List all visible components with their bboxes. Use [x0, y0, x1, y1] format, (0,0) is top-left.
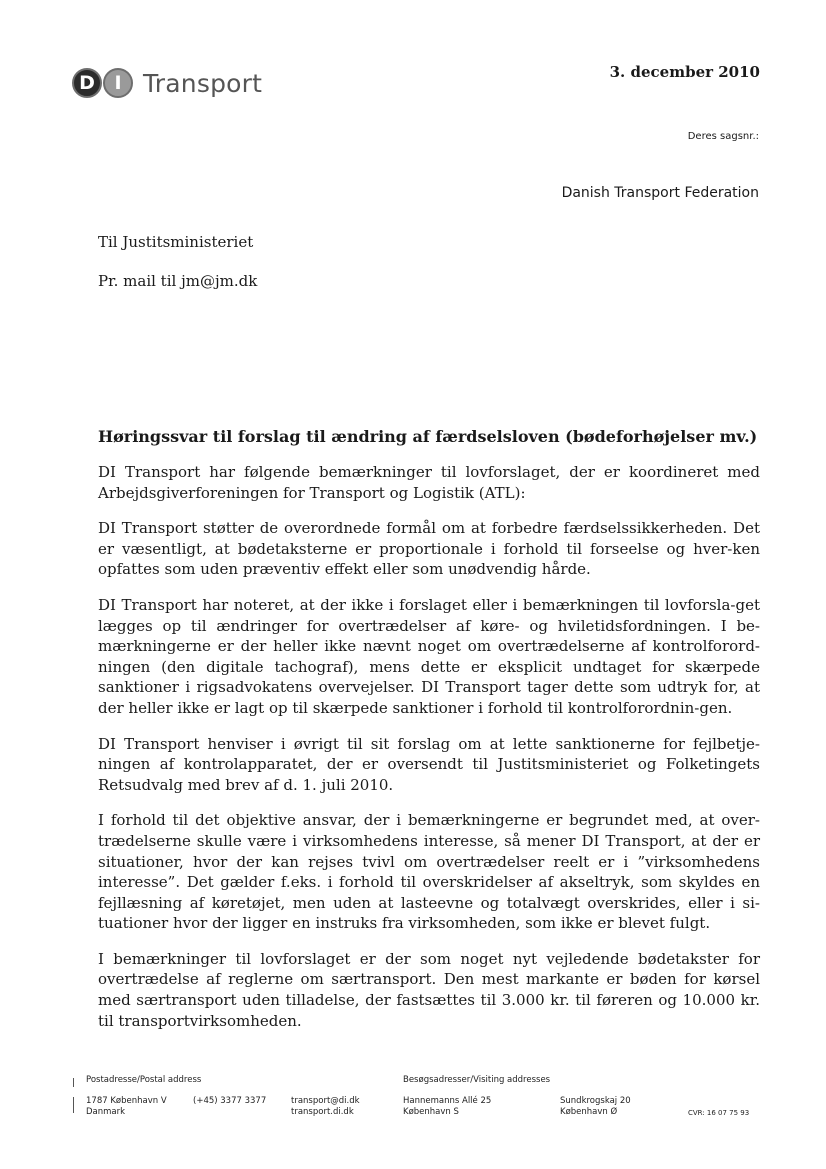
di-transport-logo: [72, 68, 262, 98]
email-address: transport@di.dk: [291, 1096, 360, 1106]
postal-country: Danmark: [86, 1107, 126, 1117]
phone-number: (+45) 3377 3377: [193, 1096, 267, 1106]
logo-letter-i: I: [103, 68, 133, 98]
body-paragraph: I bemærkninger til lovforslaget er der som noget nyt vejledende bødetakster for overtrædelse af reglerne om særtransport. Den mest markante er bøden for kørsel med særtransport uden tilladelse, der fastsættes til 3.000 kr. til føreren og 10.000 kr. til transportvirksomheden.: [98, 949, 760, 1030]
postal-address-label: Postadresse/Postal address: [86, 1075, 202, 1085]
letter-title: Høringssvar til forslag til ændring af færdselsloven (bødeforhøjelser mv.): [98, 427, 758, 446]
postal-address-line: 1787 København V: [86, 1096, 167, 1106]
body-paragraph: DI Transport henviser i øvrigt til sit forslag om at lette sanktionerne for fejlbetje-ningen af kontrolapparatet, der er oversendt til Justitsministeriet og Folketingets Retsudvalg med brev af d. 1. juli 2010.: [98, 734, 760, 794]
logo-wordmark: Transport: [143, 68, 263, 98]
letter-date: 3. december 2010: [609, 63, 760, 81]
visiting-address-label: Besøgsadresser/Visiting addresses: [403, 1075, 551, 1085]
website-address: transport.di.dk: [291, 1107, 354, 1117]
visiting-address-1-city: København S: [403, 1107, 459, 1117]
visiting-address-2-street: Sundkrogskaj 20: [560, 1096, 631, 1106]
federation-name: Danish Transport Federation: [561, 185, 759, 201]
recipient-mail-line: Pr. mail til jm@jm.dk: [98, 272, 258, 290]
visiting-address-1-street: Hannemanns Allé 25: [403, 1096, 492, 1106]
body-paragraph: DI Transport har følgende bemærkninger til lovforslaget, der er koordineret med Arbejdsgiverforeningen for Transport og Logistik (ATL):: [98, 463, 760, 502]
body-paragraph: DI Transport har noteret, at der ikke i forslaget eller i bemærkningen til lovforsla-get lægges op til ændringer for overtrædelser af køre- og hviletidsfordningen. I be-mærkningerne er der heller ikke nævnt noget om overtrædelserne af kontrolforord-ningen (den digitale tachograf), mens dette er eksplicit undtaget for skærpede sanktioner i rigsadvokatens overvejelser. DI Transport tager dette som udtryk for, at der heller ikke er lagt op til skærpede sanktioner i forhold til kontrolforordnin-gen.: [98, 595, 760, 717]
recipient-line: Til Justitsministeriet: [98, 233, 254, 251]
cvr-number: CVR: 16 07 75 93: [688, 1109, 750, 1117]
footer-divider: [73, 1097, 74, 1113]
logo-letter-d: D: [72, 68, 102, 98]
body-paragraph: I forhold til det objektive ansvar, der i bemærkningerne er begrundet med, at over-trædelserne skulle være i virksomhedens interesse, så mener DI Transport, at der er situationer, hvor der kan rejses tvivl om overtrædelser reelt er i ”virksomhedens interesse”. Det gælder f.eks. i forhold til overskridelser af akseltryk, som skyldes en fejllæsning af køretøjet, men uden at lasteevne og totalvægt overskrides, eller i si-tuationer hvor der ligger en instruks fra virksomheden, som ikke er blevet fulgt.: [98, 811, 760, 933]
reference-label: Deres sagsnr.:: [687, 131, 759, 142]
body-paragraph: DI Transport støtter de overordnede formål om at forbedre færdselssikkerheden. Det er væsentligt, at bødetaksterne er proportionale i forhold til forseelse og hver-ken opfattes som uden præventiv effekt eller som unødvendig hårde.: [98, 519, 760, 579]
visiting-address-2-city: København Ø: [560, 1107, 618, 1117]
footer-divider: [73, 1078, 74, 1087]
letter-body: [98, 427, 760, 1046]
